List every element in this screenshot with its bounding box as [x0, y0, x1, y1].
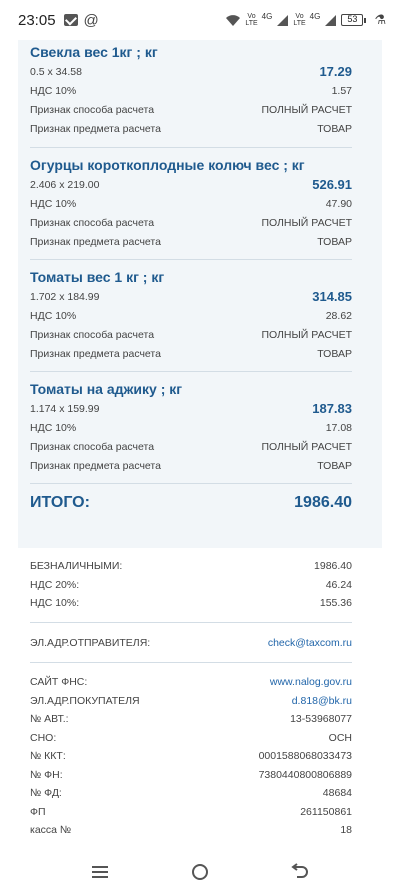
- detail-row: [30, 784, 352, 803]
- payment-value: 46.24: [325, 578, 352, 591]
- detail-row: [30, 747, 352, 766]
- sender-label: ЭЛ.АДР.ОТПРАВИТЕЛЯ:: [30, 637, 151, 650]
- receipt-item: [30, 379, 352, 475]
- total-value: 1986.40: [294, 494, 352, 511]
- item-method-label: Признак способа расчета: [30, 440, 155, 453]
- section-separator: [30, 662, 352, 663]
- item-qty-row: [30, 287, 352, 306]
- item-separator: [30, 371, 352, 372]
- buyer-email-link[interactable]: d.818@bk.ru: [291, 694, 352, 707]
- item-subject-value: ТОВАР: [317, 235, 352, 248]
- receipt-item: [30, 267, 352, 363]
- recent-apps-button[interactable]: [80, 852, 120, 892]
- payment-row: [30, 594, 352, 613]
- item-vat-label: НДС 10%: [30, 421, 77, 434]
- detail-value: 0001588068033473: [258, 750, 352, 763]
- item-vat-row: [30, 306, 352, 325]
- item-separator: [30, 483, 352, 484]
- total-label: ИТОГО:: [30, 494, 90, 511]
- item-subject-value: ТОВАР: [317, 347, 352, 360]
- detail-value: 7380440800806889: [258, 768, 352, 781]
- receipt-item: [30, 42, 352, 138]
- item-method-value: ПОЛНЫЙ РАСЧЕТ: [261, 216, 352, 229]
- detail-label: САЙТ ФНС:: [30, 676, 88, 689]
- payment-row: [30, 576, 352, 595]
- sim2-volte-label: Vo LTE: [293, 13, 306, 27]
- item-vat-row: [30, 194, 352, 213]
- fns-site-link[interactable]: www.nalog.gov.ru: [269, 676, 352, 689]
- item-qty-price: 1.174 x 159.99: [30, 402, 100, 415]
- item-method-value: ПОЛНЫЙ РАСЧЕТ: [261, 328, 352, 341]
- sim2-network-type: 4G: [309, 11, 321, 21]
- item-amount: 314.85: [312, 289, 352, 304]
- detail-label: касса №: [30, 824, 72, 837]
- item-method-label: Признак способа расчета: [30, 328, 155, 341]
- item-amount: 17.29: [319, 64, 352, 79]
- item-subject-row: [30, 344, 352, 363]
- item-vat-value: 47.90: [325, 197, 352, 210]
- item-subject-value: ТОВАР: [317, 459, 352, 472]
- signal-icon: [324, 14, 337, 27]
- detail-value: 18: [340, 824, 352, 837]
- sender-email-link[interactable]: check@taxcom.ru: [267, 637, 352, 650]
- detail-label: ЭЛ.АДР.ПОКУПАТЕЛЯ: [30, 694, 140, 707]
- item-method-row: [30, 213, 352, 232]
- detail-value: ОСН: [328, 731, 352, 744]
- detail-label: СНО:: [30, 731, 57, 744]
- item-qty-row: [30, 175, 352, 194]
- item-vat-label: НДС 10%: [30, 84, 77, 97]
- item-vat-label: НДС 10%: [30, 309, 77, 322]
- menu-icon: [92, 866, 108, 878]
- payment-row: [30, 557, 352, 576]
- item-vat-value: 1.57: [331, 84, 352, 97]
- detail-label: ФП: [30, 805, 46, 818]
- section-separator: [30, 622, 352, 623]
- system-nav-bar: [0, 848, 400, 896]
- item-name: Томаты вес 1 кг ; кг: [30, 269, 165, 285]
- payment-block: [30, 557, 352, 613]
- status-indicators: [225, 12, 386, 28]
- flask-icon: ⚗: [374, 12, 386, 27]
- item-vat-value: 17.08: [325, 421, 352, 434]
- item-subject-row: [30, 119, 352, 138]
- item-subject-label: Признак предмета расчета: [30, 122, 161, 135]
- item-name: Огурцы короткоплодные колюч вес ; кг: [30, 157, 305, 173]
- detail-row: [30, 673, 352, 692]
- item-method-label: Признак способа расчета: [30, 103, 155, 116]
- detail-label: № АВТ.:: [30, 713, 69, 726]
- wifi-icon: [225, 14, 241, 27]
- item-qty-price: 2.406 x 219.00: [30, 178, 100, 191]
- item-vat-label: НДС 10%: [30, 197, 77, 210]
- detail-row: [30, 821, 352, 840]
- gmail-icon: [64, 14, 78, 26]
- payment-label: НДС 20%:: [30, 578, 80, 591]
- detail-row: [30, 692, 352, 711]
- item-vat-row: [30, 418, 352, 437]
- status-time: 23:05: [18, 11, 56, 29]
- item-method-row: [30, 100, 352, 119]
- detail-row: [30, 710, 352, 729]
- item-name: Свекла вес 1кг ; кг: [30, 44, 158, 60]
- sender-block: [30, 634, 352, 653]
- payment-value: 155.36: [319, 597, 352, 610]
- payment-label: БЕЗНАЛИЧНЫМИ:: [30, 560, 123, 573]
- detail-label: № ФД:: [30, 787, 62, 800]
- item-qty-price: 0.5 x 34.58: [30, 65, 82, 78]
- fiscal-details-block: [30, 673, 352, 840]
- detail-label: № ФН:: [30, 768, 63, 781]
- item-method-row: [30, 325, 352, 344]
- battery-icon: [341, 14, 366, 26]
- sim1-volte-label: Vo LTE: [245, 13, 258, 27]
- item-subject-row: [30, 232, 352, 251]
- item-method-label: Признак способа расчета: [30, 216, 155, 229]
- item-vat-value: 28.62: [325, 309, 352, 322]
- item-method-value: ПОЛНЫЙ РАСЧЕТ: [261, 103, 352, 116]
- back-icon: [291, 862, 309, 883]
- at-icon: @: [83, 11, 99, 29]
- item-method-row: [30, 437, 352, 456]
- item-subject-label: Признак предмета расчета: [30, 347, 161, 360]
- item-name: Томаты на аджику ; кг: [30, 381, 183, 397]
- detail-value: 48684: [322, 787, 352, 800]
- item-separator: [30, 147, 352, 148]
- payment-value: 1986.40: [314, 560, 352, 573]
- item-subject-label: Признак предмета расчета: [30, 235, 161, 248]
- item-qty-price: 1.702 x 184.99: [30, 290, 100, 303]
- signal-icon: [276, 14, 289, 27]
- total-row: [30, 494, 352, 512]
- detail-row: [30, 766, 352, 785]
- detail-row: [30, 803, 352, 822]
- item-amount: 187.83: [312, 401, 352, 416]
- item-amount: 526.91: [312, 177, 352, 192]
- receipt-item: [30, 155, 352, 251]
- sender-row: [30, 634, 352, 653]
- home-button[interactable]: [180, 852, 220, 892]
- item-qty-row: [30, 62, 352, 81]
- sim1-network-type: 4G: [261, 11, 273, 21]
- item-qty-row: [30, 399, 352, 418]
- battery-level: 53: [341, 14, 363, 26]
- detail-row: [30, 729, 352, 748]
- notification-icons: [64, 12, 99, 29]
- item-subject-value: ТОВАР: [317, 122, 352, 135]
- payment-label: НДС 10%:: [30, 597, 80, 610]
- detail-value: 261150861: [300, 805, 352, 818]
- item-subject-label: Признак предмета расчета: [30, 459, 161, 472]
- detail-label: № ККТ:: [30, 750, 66, 763]
- detail-value: 13-53968077: [290, 713, 352, 726]
- item-method-value: ПОЛНЫЙ РАСЧЕТ: [261, 440, 352, 453]
- item-vat-row: [30, 81, 352, 100]
- item-subject-row: [30, 456, 352, 475]
- home-icon: [192, 864, 208, 880]
- item-separator: [30, 259, 352, 260]
- back-button[interactable]: [280, 852, 320, 892]
- status-bar: [0, 0, 400, 40]
